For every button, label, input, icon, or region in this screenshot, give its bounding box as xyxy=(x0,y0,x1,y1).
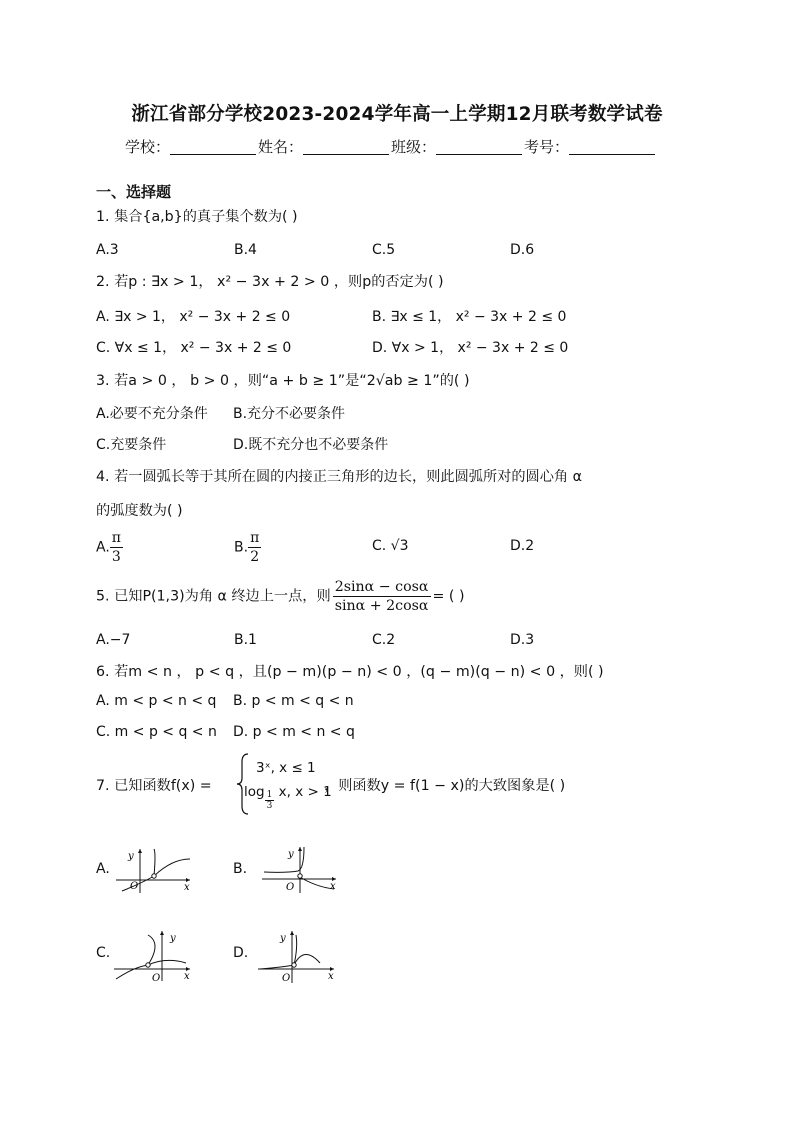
graph-d-origin-label: O xyxy=(282,973,291,984)
q2-option-b[interactable]: B. ∃x ≤ 1， x² − 3x + 2 ≤ 0 xyxy=(372,309,567,325)
q4-option-b[interactable]: B. $\frac{\pi}{2}$ xyxy=(234,530,260,565)
name-field: 姓名： xyxy=(258,136,391,157)
piece-2: log $\frac{1}{3}$ x, x > 1 xyxy=(244,784,332,811)
graph-a-y-label: y xyxy=(128,851,134,862)
q4-option-c[interactable]: C. √3 xyxy=(372,538,409,554)
q4-b-fraction: $\frac{\pi}{2}$ xyxy=(250,530,260,565)
question-4: 4. 若一圆弧长等于其所在圆的内接正三角形的边长，则此圆弧所对的圆心角 α xyxy=(96,469,582,485)
name-blank[interactable] xyxy=(303,139,389,155)
q1-option-b[interactable]: B.4 xyxy=(234,242,257,258)
section-heading: 一、选择题 xyxy=(96,183,172,201)
student-info-row xyxy=(125,136,657,157)
q1-option-d[interactable]: D.6 xyxy=(510,242,535,258)
q7-option-d[interactable]: D. xyxy=(233,945,249,961)
q4-option-a[interactable]: A. $\frac{\pi}{3}$ xyxy=(96,530,121,565)
q6-option-b[interactable]: B. p < m < q < n xyxy=(233,693,354,709)
exam-title: 浙江省部分学校2023-2024学年高一上学期12月联考数学试卷 xyxy=(131,104,663,125)
q1-option-a[interactable]: A.3 xyxy=(96,242,119,258)
graph-c[interactable] xyxy=(110,927,196,983)
school-blank[interactable] xyxy=(170,139,256,155)
question-5: 5. 已知P(1,3)为角 α 终边上一点，则 $\frac{2\sin\alpha - \cos\alpha}{\sin\alpha + 2\cos\alpha}$ = ( ) xyxy=(96,579,465,614)
q7-option-b[interactable]: B. xyxy=(233,861,248,877)
graph-b-origin-label: O xyxy=(286,882,295,893)
log-base-fraction: $\frac{1}{3}$ xyxy=(266,790,273,811)
q2-option-a[interactable]: A. ∃x > 1， x² − 3x + 2 ≤ 0 xyxy=(96,309,291,325)
q6-option-a[interactable]: A. m < p < n < q xyxy=(96,693,217,709)
graph-d-x-label: x xyxy=(328,971,334,982)
q7-option-a[interactable]: A. xyxy=(96,861,110,877)
graph-c-x-label: x xyxy=(184,971,190,982)
graph-c-y-label: y xyxy=(170,933,176,944)
exam-number-blank[interactable] xyxy=(569,139,655,155)
q6-option-d[interactable]: D. p < m < n < q xyxy=(233,724,355,740)
question-2: 2. 若p : ∃x > 1， x² − 3x + 2 > 0 ，则p的否定为( ) xyxy=(96,274,444,290)
question-7: 7. 已知函数f(x) = xyxy=(96,778,212,794)
q3-option-b[interactable]: B.充分不必要条件 xyxy=(233,406,346,422)
q5-option-b[interactable]: B.1 xyxy=(234,632,257,648)
q3-option-a[interactable]: A.必要不充分条件 xyxy=(96,406,208,422)
graph-d[interactable] xyxy=(254,927,340,985)
q5-fraction: $\frac{2\sin\alpha - \cos\alpha}{\sin\alpha + 2\cos\alpha}$ xyxy=(334,579,429,614)
school-field: 学校： xyxy=(125,136,258,157)
exam-number-field: 考号： xyxy=(524,136,657,157)
graph-d-y-label: y xyxy=(280,933,286,944)
q2-option-c[interactable]: C. ∀x ≤ 1， x² − 3x + 2 ≤ 0 xyxy=(96,340,292,356)
class-field: 班级： xyxy=(391,136,524,157)
graph-c-origin-label: O xyxy=(152,973,161,983)
q4-a-fraction: $\frac{\pi}{3}$ xyxy=(111,530,121,565)
piece-1: 3ˣ, x ≤ 1 xyxy=(256,760,316,776)
q5-option-c[interactable]: C.2 xyxy=(372,632,396,648)
graph-b[interactable] xyxy=(258,843,342,895)
question-6: 6. 若m < n ， p < q ，且(p − m)(p − n) < 0 ，(q − m)(q − n) < 0 ，则( ) xyxy=(96,664,604,680)
q1-option-c[interactable]: C.5 xyxy=(372,242,396,258)
graph-b-y-label: y xyxy=(288,849,294,860)
question-3: 3. 若a > 0 ， b > 0 ，则“a + b ≥ 1”是“2√ab ≥ 1”的( ) xyxy=(96,373,470,389)
class-blank[interactable] xyxy=(436,139,522,155)
q7-option-c[interactable]: C. xyxy=(96,945,111,961)
graph-a-origin-label: O xyxy=(130,881,139,892)
graph-a-x-label: x xyxy=(184,882,190,893)
q5-option-a[interactable]: A.−7 xyxy=(96,632,131,648)
q2-option-d[interactable]: D. ∀x > 1， x² − 3x + 2 ≤ 0 xyxy=(372,340,569,356)
question-1: 1. 集合{a,b}的真子集个数为( ) xyxy=(96,209,298,225)
question-4-line-2: 的弧度数为( ) xyxy=(96,503,183,519)
q4-option-d[interactable]: D.2 xyxy=(510,538,535,554)
q6-option-c[interactable]: C. m < p < q < n xyxy=(96,724,217,740)
graph-b-x-label: x xyxy=(330,881,336,892)
q3-option-d[interactable]: D.既不充分也不必要条件 xyxy=(233,437,389,453)
q3-option-c[interactable]: C.充要条件 xyxy=(96,437,167,453)
q5-option-d[interactable]: D.3 xyxy=(510,632,535,648)
graph-a[interactable] xyxy=(112,845,196,895)
question-7-tail: ，则函数y = f(1 − x)的大致图象是( ) xyxy=(324,778,566,794)
